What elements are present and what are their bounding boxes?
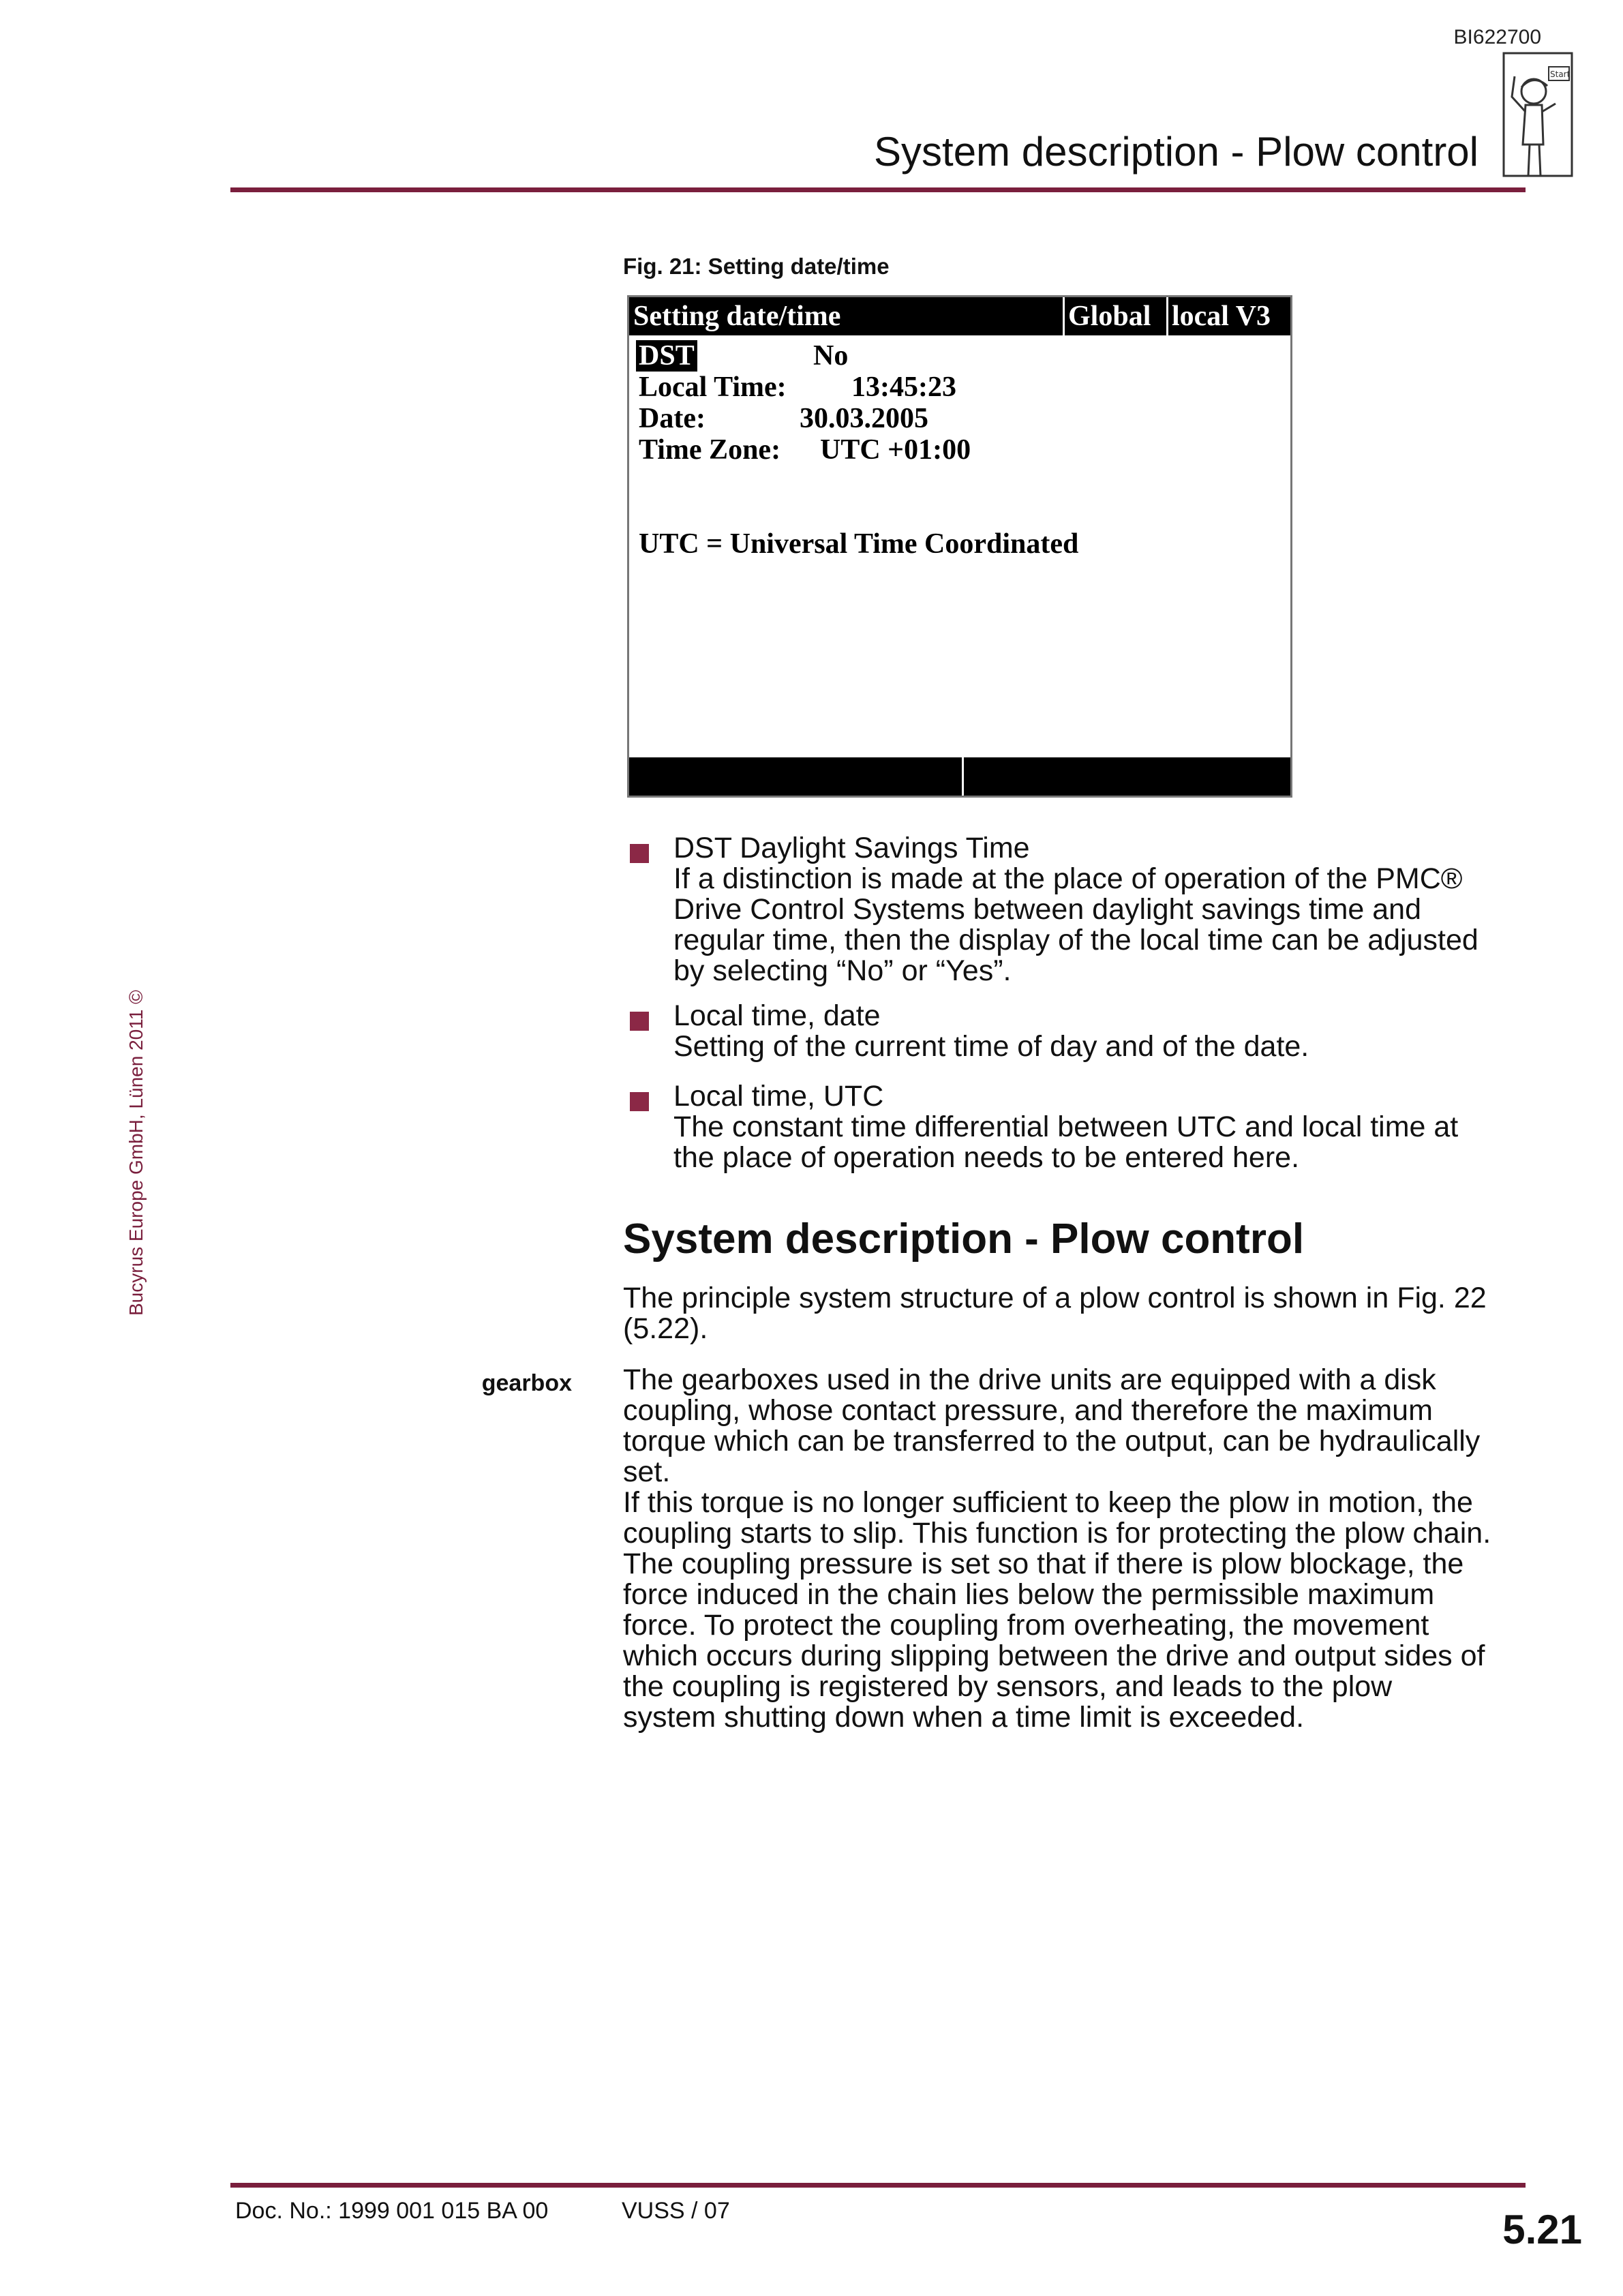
paragraph-line: system shutting down when a time limit is exceeded.: [623, 1701, 1305, 1734]
paragraph-line: If this torque is no longer sufficient to keep the plow in motion, the: [623, 1486, 1473, 1519]
screen-softkey-bar: [629, 757, 1290, 796]
paragraph-line: The principle system structure of a plow control is shown in Fig. 22: [623, 1282, 1487, 1314]
paragraph-line: force induced in the chain lies below the permissible maximum: [623, 1578, 1435, 1611]
dst-label: DST: [636, 340, 697, 372]
bullet-heading: Local time, UTC: [673, 1080, 884, 1113]
bullet-marker: [630, 844, 649, 863]
footer-vuss: VUSS / 07: [622, 2198, 730, 2224]
bullet-local-time-utc: [673, 1081, 1458, 1173]
bullet-heading: DST Daylight Savings Time: [673, 832, 1030, 864]
tab-local-v3[interactable]: local V3: [1172, 301, 1271, 332]
gearbox-paragraph: [623, 1365, 1530, 1733]
copyright-notice: Bucyrus Europe GmbH, Lünen 2011 ©: [125, 990, 147, 1316]
time-zone-value[interactable]: UTC +01:00: [820, 434, 971, 466]
section-heading: System description - Plow control: [623, 1215, 1305, 1263]
document-id: BI622700: [1453, 26, 1541, 48]
paragraph-line: force. To protect the coupling from overheating, the movement: [623, 1609, 1429, 1642]
dst-row[interactable]: [636, 339, 697, 372]
local-time-label: Local Time:: [639, 372, 787, 403]
paragraph-line: The coupling pressure is set so that if there is plow blockage, the: [623, 1547, 1464, 1580]
screen-title-bar: [629, 297, 1290, 335]
paragraph-line: (5.22).: [623, 1312, 708, 1345]
paragraph-line: the coupling is registered by sensors, and leads to the plow: [623, 1670, 1393, 1703]
header-rule: [230, 187, 1526, 192]
bullet-line: by selecting “No” or “Yes”.: [673, 954, 1012, 987]
paragraph-line: coupling, whose contact pressure, and therefore the maximum: [623, 1394, 1433, 1427]
bullet-line: If a distinction is made at the place of operation of the PMC®: [673, 862, 1463, 895]
bullet-marker: [630, 1012, 649, 1031]
dst-value[interactable]: No: [813, 340, 849, 372]
bullet-local-time-date: [673, 1001, 1309, 1062]
time-zone-label: Time Zone:: [639, 434, 781, 466]
date-time-screen: [627, 295, 1292, 798]
bullet-heading: Local time, date: [673, 999, 881, 1032]
screen-title: Setting date/time: [633, 301, 841, 332]
header-title: System description - Plow control: [874, 129, 1478, 175]
figure-caption: Fig. 21: Setting date/time: [623, 254, 890, 279]
paragraph-line: set.: [623, 1455, 671, 1488]
softkey-separator: [962, 757, 964, 796]
paragraph-line: The gearboxes used in the drive units are equipped with a disk: [623, 1363, 1436, 1396]
worker-start-logo-icon: [1485, 49, 1580, 185]
title-separator: [1166, 297, 1168, 335]
bullet-line: The constant time differential between UTC and local time at: [673, 1111, 1459, 1143]
bullet-line: regular time, then the display of the local time can be adjusted: [673, 924, 1478, 956]
page-number: 5.21: [1502, 2207, 1582, 2252]
margin-label-gearbox: gearbox: [481, 1370, 572, 1396]
paragraph-line: torque which can be transferred to the output, can be hydraulically: [623, 1425, 1481, 1457]
bullet-marker: [630, 1092, 649, 1111]
bullet-line: Setting of the current time of day and of the date.: [673, 1030, 1309, 1063]
date-label: Date:: [639, 403, 706, 434]
bullet-line: Drive Control Systems between daylight savings time and: [673, 893, 1422, 926]
local-time-value[interactable]: 13:45:23: [851, 372, 956, 403]
paragraph-line: which occurs during slipping between the drive and output sides of: [623, 1640, 1485, 1672]
bullet-line: the place of operation needs to be entered here.: [673, 1141, 1300, 1174]
footer-rule: [230, 2183, 1526, 2188]
svg-text:Start: Start: [1550, 70, 1571, 79]
footer-doc-number: Doc. No.: 1999 001 015 BA 00: [235, 2198, 549, 2224]
title-separator: [1063, 297, 1065, 335]
bullet-dst: [673, 833, 1478, 986]
utc-note: UTC = Universal Time Coordinated: [639, 528, 1079, 560]
paragraph-line: coupling starts to slip. This function is for protecting the plow chain.: [623, 1517, 1491, 1550]
tab-global[interactable]: Global: [1068, 301, 1151, 332]
intro-paragraph: [623, 1283, 1530, 1344]
date-value[interactable]: 30.03.2005: [800, 403, 928, 434]
